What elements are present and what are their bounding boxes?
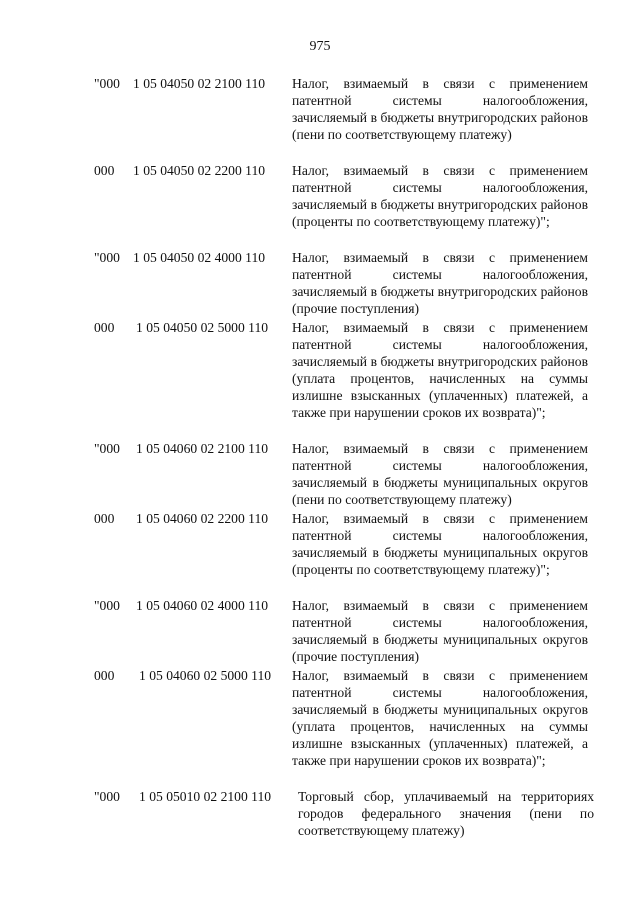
row-description: Налог, взимаемый в связи с применением патентной системы налогообложения, зачисляемый в бюджеты внутригородских районов (прочие поступления) bbox=[292, 250, 588, 316]
row-description: Налог, взимаемый в связи с применением патентной системы налогообложения, зачисляемый в бюджеты муниципальных округов (уплата процентов, начисленных на суммы излишне взысканных (уплаченных) платежей, а также при нарушении сроков их возврата)"; bbox=[292, 668, 588, 768]
budget-code: 1 05 04050 02 2200 110 bbox=[133, 163, 266, 178]
table-row bbox=[0, 788, 640, 839]
budget-code: 1 05 05010 02 2100 110 bbox=[139, 789, 272, 804]
admin-code: "000 bbox=[94, 441, 120, 456]
row-description: Налог, взимаемый в связи с применением патентной системы налогообложения, зачисляемый в бюджеты муниципальных округов (прочие поступления) bbox=[292, 598, 588, 664]
row-description: Торговый сбор, уплачиваемый на территориях городов федерального значения (пени по соответствующему платежу) bbox=[298, 789, 594, 838]
admin-code: 000 bbox=[94, 668, 115, 683]
budget-code: 1 05 04060 02 2200 110 bbox=[136, 511, 269, 526]
admin-code: 000 bbox=[94, 320, 115, 335]
admin-code: 000 bbox=[94, 511, 115, 526]
table-row bbox=[0, 75, 640, 160]
table-row bbox=[0, 510, 640, 595]
table-row bbox=[0, 249, 640, 317]
row-description: Налог, взимаемый в связи с применением патентной системы налогообложения, зачисляемый в бюджеты внутригородских районов (проценты по соответствующему платежу)"; bbox=[292, 163, 588, 229]
page-number: 975 bbox=[309, 39, 331, 54]
table-row bbox=[0, 597, 640, 665]
budget-code: 1 05 04060 02 4000 110 bbox=[136, 598, 269, 613]
budget-code: 1 05 04060 02 5000 110 bbox=[139, 668, 272, 683]
admin-code: "000 bbox=[94, 598, 120, 613]
table-row bbox=[0, 667, 640, 786]
table-row bbox=[0, 319, 640, 438]
code-table bbox=[0, 75, 640, 841]
admin-code: "000 bbox=[94, 789, 120, 804]
row-description: Налог, взимаемый в связи с применением патентной системы налогообложения, зачисляемый в бюджеты внутригородских районов (пени по соответствующему платежу) bbox=[292, 76, 588, 142]
budget-code: 1 05 04060 02 2100 110 bbox=[136, 441, 269, 456]
row-description: Налог, взимаемый в связи с применением патентной системы налогообложения, зачисляемый в бюджеты внутригородских районов (уплата процентов, начисленных на суммы излишне взысканных (уплаченных) платежей, а также при нарушении сроков их возврата)"; bbox=[292, 320, 588, 420]
table-row bbox=[0, 162, 640, 247]
admin-code: 000 bbox=[94, 163, 115, 178]
admin-code: "000 bbox=[94, 250, 120, 265]
row-description: Налог, взимаемый в связи с применением патентной системы налогообложения, зачисляемый в бюджеты муниципальных округов (проценты по соответствующему платежу)"; bbox=[292, 511, 588, 577]
admin-code: "000 bbox=[94, 76, 120, 91]
budget-code: 1 05 04050 02 2100 110 bbox=[133, 76, 266, 91]
table-row bbox=[0, 440, 640, 508]
budget-code: 1 05 04050 02 5000 110 bbox=[136, 320, 269, 335]
budget-code: 1 05 04050 02 4000 110 bbox=[133, 250, 266, 265]
row-description: Налог, взимаемый в связи с применением патентной системы налогообложения, зачисляемый в бюджеты муниципальных округов (пени по соответствующему платежу) bbox=[292, 441, 588, 507]
